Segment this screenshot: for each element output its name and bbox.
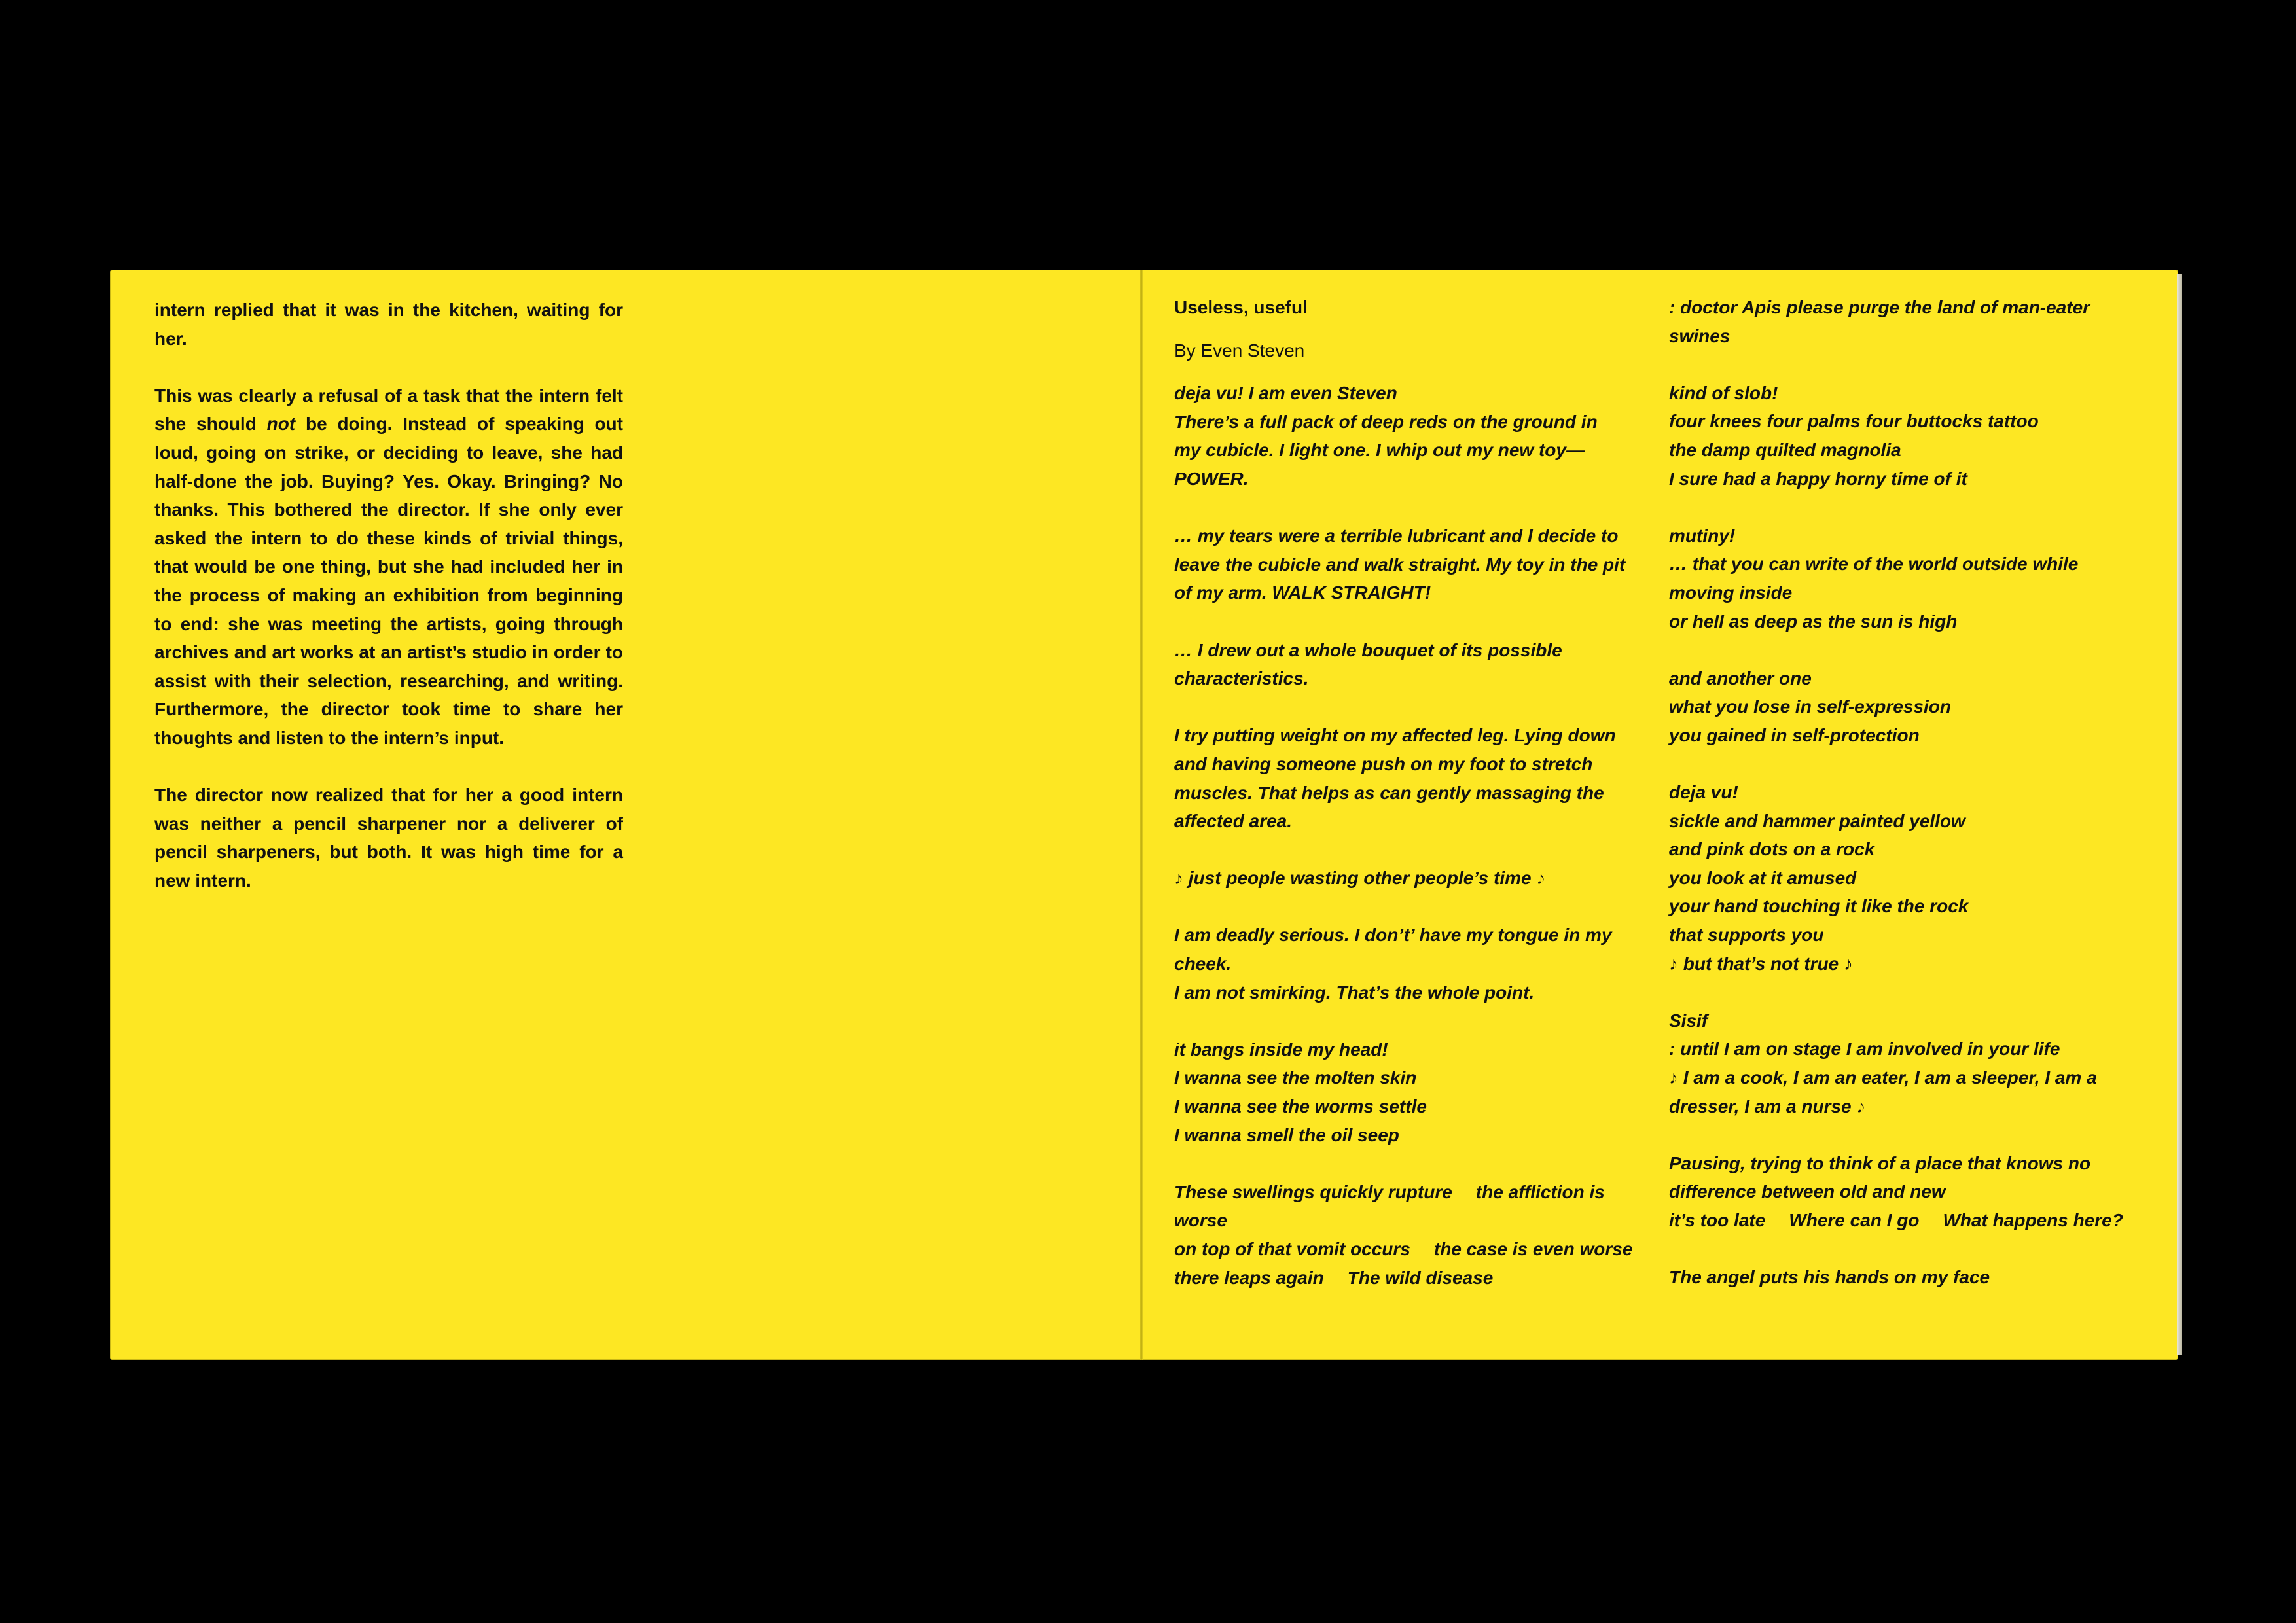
paragraph-2: [154, 382, 623, 753]
poem-line: ♪ I am a cook, I am an eater, I am a sleeper, I am a: [1669, 1067, 2097, 1088]
book-spine: [1140, 270, 1143, 1360]
stanza: [1174, 1035, 1645, 1149]
book-spread: [110, 270, 2178, 1360]
poem-line: cheek.: [1174, 954, 1232, 974]
stanza: [1174, 864, 1645, 893]
poem-line: affected area.: [1174, 811, 1293, 832]
stanza: [1669, 1149, 2153, 1206]
stanza: [1669, 778, 2153, 978]
poem-line: muscles. That helps as can gently massaging the: [1174, 782, 1604, 803]
poem-line: … that you can write of the world outside while: [1669, 554, 2079, 575]
stanza: [1174, 379, 1645, 493]
poem-line: … my tears were a terrible lubricant and I decide to: [1174, 526, 1619, 546]
page-edges: [2177, 274, 2182, 1355]
stanza: [1174, 636, 1645, 693]
poem-line: There’s a full pack of deep reds on the ground in: [1174, 411, 1598, 432]
poem-line: deja vu! I am even Steven: [1174, 383, 1397, 404]
poem-line: of my arm. WALK STRAIGHT!: [1174, 582, 1431, 603]
poem-line: swines: [1669, 325, 1731, 346]
poem-line: characteristics.: [1174, 668, 1309, 689]
paragraph-1: intern replied that it was in the kitchen, waiting for her.: [154, 300, 623, 349]
poem-line: sickle and hammer painted yellow: [1669, 810, 1965, 831]
poem-line: I sure had a happy horny time of it: [1669, 468, 1967, 489]
stanza: [1174, 721, 1645, 835]
poem-line: four knees four palms four buttocks tattoo: [1669, 411, 2039, 432]
poem-line: POWER.: [1174, 468, 1249, 489]
poem-title: Useless, useful: [1174, 297, 1308, 317]
poem-line: Sisif: [1669, 1010, 1708, 1031]
stanza: [1174, 921, 1645, 1007]
poem-line: mutiny!: [1669, 525, 1736, 546]
poem-line: deja vu!: [1669, 782, 1738, 803]
poem-line: it’s too late Where can I go What happens here?: [1669, 1210, 2123, 1230]
paragraph-3: The director now realized that for her a good intern was neither a pencil sharpener nor a deliverer of pencil sharpeners, but both. It was high time for a new intern.: [154, 785, 623, 891]
poem-column-1: [1174, 293, 1645, 1292]
poem-line: it bangs inside my head!: [1174, 1039, 1388, 1060]
poem-line: my cubicle. I light one. I whip out my new toy—: [1174, 440, 1585, 461]
poem-line: I try putting weight on my affected leg. Lying down: [1174, 725, 1616, 746]
paragraph-2-emphasis: not: [266, 414, 296, 435]
stanza: [1669, 379, 2153, 493]
poem-line: These swellings quickly rupture the affliction is: [1174, 1181, 1605, 1202]
poem-line: dresser, I am a nurse ♪: [1669, 1096, 1866, 1116]
stanza: [1669, 1007, 2153, 1120]
poem-byline: By Even Steven: [1174, 340, 1305, 361]
poem-line: that supports you: [1669, 925, 1824, 946]
poem-line: on top of that vomit occurs the case is even worse: [1174, 1239, 1633, 1259]
poem-line: leave the cubicle and walk straight. My toy in the pit: [1174, 554, 1626, 575]
poem-line: your hand touching it like the rock: [1669, 896, 1969, 917]
poem-line: : doctor Apis please purge the land of man-eater: [1669, 297, 2090, 317]
stanza-pausing: [1669, 1149, 2153, 1235]
poem-column-2: [1669, 293, 2153, 1292]
poem-line: what you lose in self-expression: [1669, 696, 1952, 717]
poem-line: and having someone push on my foot to stretch: [1174, 753, 1593, 774]
poem-line: I am deadly serious. I don’t’ have my tongue in my: [1174, 925, 1612, 946]
poem-line: worse: [1174, 1210, 1227, 1231]
stanza: [1174, 522, 1645, 607]
poem-line: and another one: [1669, 668, 1812, 688]
stanza: [1669, 293, 2153, 350]
poem-line: and pink dots on a rock: [1669, 839, 1875, 860]
poem-line: you look at it amused: [1669, 867, 1857, 888]
poem-line: : until I am on stage I am involved in your life: [1669, 1039, 2060, 1060]
poem-line: Pausing, trying to think of a place that knows no: [1669, 1152, 2091, 1173]
poem-line: the damp quilted magnolia: [1669, 439, 1901, 460]
poem-line: or hell as deep as the sun is high: [1669, 611, 1958, 632]
poem-line: ♪ but that’s not true ♪: [1669, 953, 1854, 974]
left-page-text: [154, 296, 623, 923]
poem-line: moving inside: [1669, 582, 1793, 603]
poem-line: … I drew out a whole bouquet of its possible: [1174, 639, 1562, 660]
stanza: [1669, 664, 2153, 750]
poem-line: difference between old and new: [1669, 1181, 1946, 1202]
poem-line: I am not smirking. That’s the whole point.: [1174, 982, 1535, 1003]
poem-line: I wanna smell the oil seep: [1174, 1124, 1399, 1145]
poem-line: you gained in self-protection: [1669, 724, 1920, 745]
poem-line: I wanna see the worms settle: [1174, 1096, 1427, 1117]
poem-line: I wanna see the molten skin: [1174, 1067, 1417, 1088]
stanza-affliction: [1174, 1178, 1645, 1292]
stanza: [1669, 522, 2153, 635]
poem-line: ♪ just people wasting other people’s time ♪: [1174, 868, 1546, 889]
paragraph-2-start: This was clearly a refusal of a task that the intern felt she should: [154, 385, 623, 435]
poem-line: there leaps again The wild disease: [1174, 1267, 1494, 1288]
poem-line: kind of slob!: [1669, 382, 1778, 403]
poem-line-angel: The angel puts his hands on my face: [1669, 1267, 1990, 1288]
paragraph-2-end: be doing. Instead of speaking out loud, going on strike, or deciding to leave, she had half-done the job. Buying? Yes. Okay. Bringing? No thanks. This bothered the director. If she only ever asked the intern to do these kinds of trivial things, that would be one thing, but she had included her in the process of making an exhibition from beginning to end: she was meeting the artists, going through archives and art works at an artist’s studio in order to assist with their selection, researching, and writing. Furthermore, the director took time to share her thoughts and listen to the intern’s input.: [154, 414, 623, 748]
